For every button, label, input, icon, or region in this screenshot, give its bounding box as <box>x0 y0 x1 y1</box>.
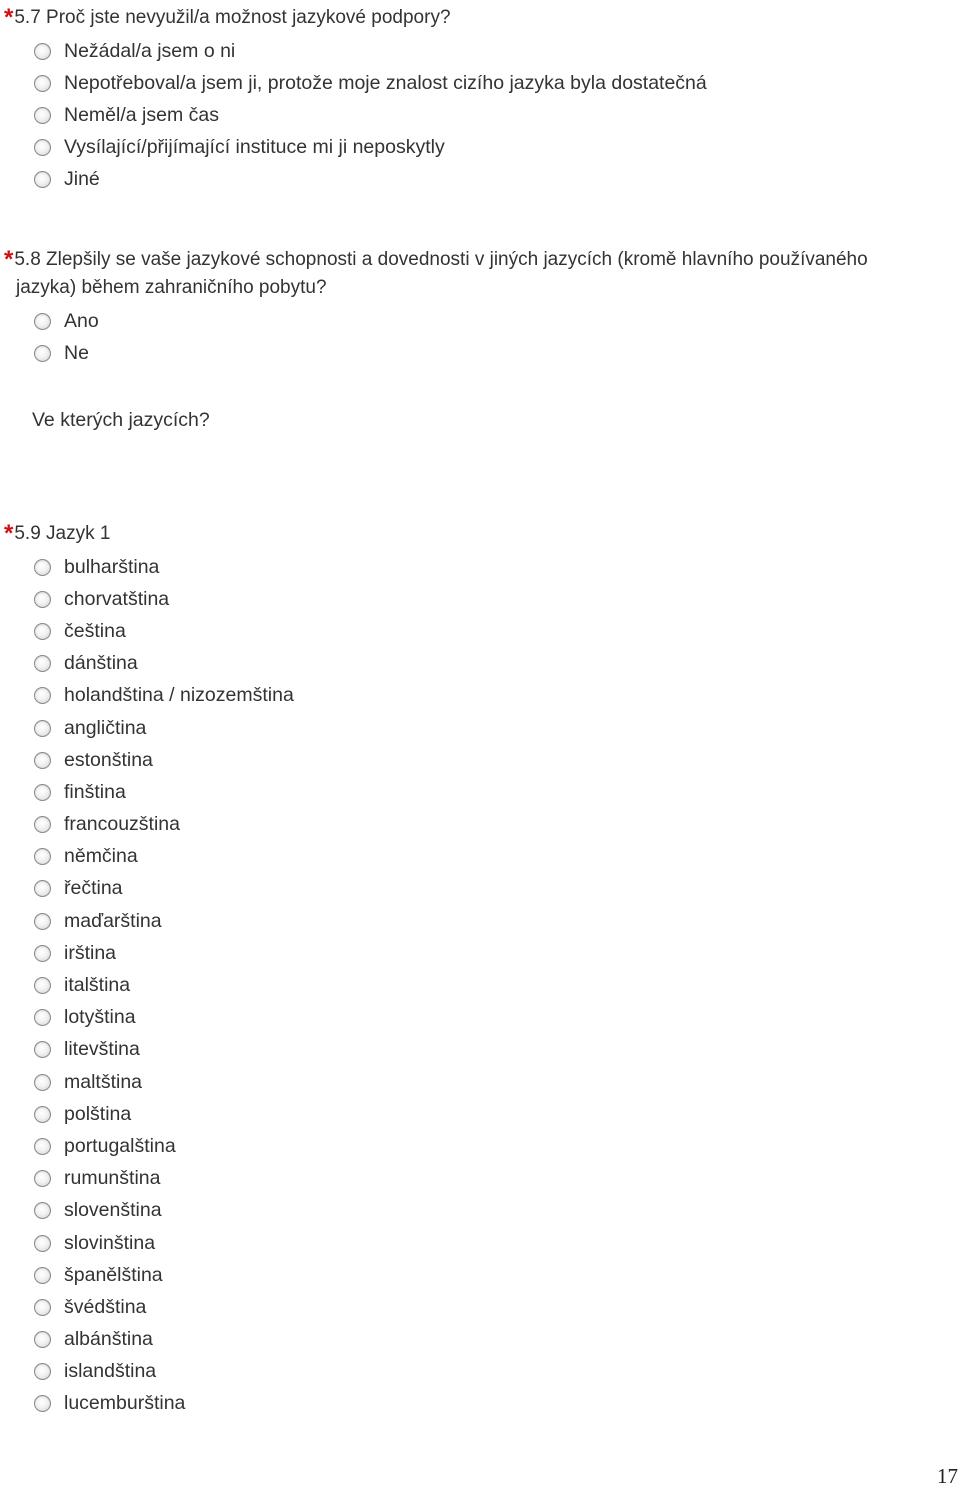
radio-button[interactable] <box>34 1331 51 1348</box>
radio-option[interactable] <box>0 164 950 196</box>
radio-button[interactable] <box>34 345 51 362</box>
radio-option-label[interactable]: Nepotřeboval/a jsem ji, protože moje znalost cizího jazyka byla dostatečná <box>64 71 707 94</box>
radio-button[interactable] <box>34 655 51 672</box>
radio-option[interactable] <box>0 1259 950 1291</box>
radio-option-label[interactable]: Ano <box>64 309 99 332</box>
radio-option[interactable] <box>0 648 950 680</box>
radio-option[interactable] <box>0 551 950 583</box>
radio-option[interactable] <box>0 1388 950 1420</box>
question-5-7 <box>0 4 950 196</box>
radio-option[interactable] <box>0 1130 950 1162</box>
radio-button[interactable] <box>34 139 51 156</box>
radio-button[interactable] <box>34 43 51 60</box>
radio-option-label[interactable]: litevština <box>64 1038 140 1061</box>
radio-button[interactable] <box>34 913 51 930</box>
radio-option-label[interactable]: čeština <box>64 619 126 642</box>
radio-option[interactable] <box>0 1066 950 1098</box>
radio-option[interactable] <box>0 1098 950 1130</box>
question-title <box>0 520 950 548</box>
radio-option-label[interactable]: angličtina <box>64 716 147 739</box>
radio-option-label[interactable]: rumunština <box>64 1167 161 1190</box>
radio-option-label[interactable]: řečtina <box>64 877 123 900</box>
radio-option-label[interactable]: italština <box>64 974 131 997</box>
radio-option[interactable] <box>0 1195 950 1227</box>
question-text: 5.8 Zlepšily se vaše jazykové schopnosti a dovednosti v jiných jazycích (kromě hlavního používaného jazyka) během zahraničního pobytu? <box>14 249 868 298</box>
radio-option-label[interactable]: němčina <box>64 845 138 868</box>
radio-option[interactable] <box>0 67 950 99</box>
radio-option-label[interactable]: španělština <box>64 1263 163 1286</box>
radio-option-label[interactable]: portugalština <box>64 1134 176 1157</box>
radio-option[interactable] <box>0 776 950 808</box>
radio-option-label[interactable]: chorvatština <box>64 587 170 610</box>
radio-option[interactable] <box>0 583 950 615</box>
radio-option-label[interactable]: islandština <box>64 1360 157 1383</box>
required-asterisk: * <box>4 4 14 31</box>
question-5-9 <box>0 520 950 1420</box>
radio-option-label[interactable]: Ne <box>64 341 89 364</box>
radio-option[interactable] <box>0 809 950 841</box>
radio-button[interactable] <box>34 1202 51 1219</box>
question-title <box>0 246 950 302</box>
radio-button[interactable] <box>34 75 51 92</box>
radio-option-label[interactable]: Nežádal/a jsem o ni <box>64 39 236 62</box>
radio-button[interactable] <box>34 1106 51 1123</box>
radio-option[interactable] <box>0 305 950 337</box>
question-title <box>0 4 950 32</box>
radio-option-label[interactable]: dánština <box>64 652 138 675</box>
radio-option-label[interactable]: albánština <box>64 1328 153 1351</box>
radio-button[interactable] <box>34 880 51 897</box>
radio-option-label[interactable]: Neměl/a jsem čas <box>64 103 219 126</box>
follow-up-prompt: Ve kterých jazycích? <box>32 409 210 431</box>
radio-option[interactable] <box>0 905 950 937</box>
radio-option-label[interactable]: finština <box>64 780 126 803</box>
radio-button[interactable] <box>34 171 51 188</box>
option-list <box>0 551 950 1420</box>
radio-option[interactable] <box>0 1034 950 1066</box>
radio-button[interactable] <box>34 1267 51 1284</box>
radio-option-label[interactable]: polština <box>64 1102 132 1125</box>
radio-button[interactable] <box>34 107 51 124</box>
radio-option[interactable] <box>0 712 950 744</box>
radio-option[interactable] <box>0 873 950 905</box>
radio-button[interactable] <box>34 1138 51 1155</box>
option-list <box>0 35 950 196</box>
radio-button[interactable] <box>34 1235 51 1252</box>
radio-button[interactable] <box>34 623 51 640</box>
radio-option[interactable] <box>0 680 950 712</box>
radio-button[interactable] <box>34 1170 51 1187</box>
radio-option[interactable] <box>0 841 950 873</box>
radio-option-label[interactable]: lucemburština <box>64 1392 186 1415</box>
radio-option-label[interactable]: lotyština <box>64 1006 136 1029</box>
radio-button[interactable] <box>34 313 51 330</box>
radio-option[interactable] <box>0 1291 950 1323</box>
radio-button[interactable] <box>34 1395 51 1412</box>
radio-button[interactable] <box>34 848 51 865</box>
radio-option-label[interactable]: estonština <box>64 748 153 771</box>
radio-button[interactable] <box>34 559 51 576</box>
option-list <box>0 305 950 369</box>
radio-button[interactable] <box>34 784 51 801</box>
radio-option[interactable] <box>0 744 950 776</box>
radio-option[interactable] <box>0 132 950 164</box>
radio-button[interactable] <box>34 1363 51 1380</box>
radio-button[interactable] <box>34 1009 51 1026</box>
radio-option[interactable] <box>0 1002 950 1034</box>
radio-option-label[interactable]: holandština / nizozemština <box>64 684 294 707</box>
radio-button[interactable] <box>34 1074 51 1091</box>
radio-option-label[interactable]: slovenština <box>64 1199 162 1222</box>
radio-option-label[interactable]: švédština <box>64 1295 147 1318</box>
radio-button[interactable] <box>34 977 51 994</box>
radio-button[interactable] <box>34 687 51 704</box>
radio-option-label[interactable]: slovinština <box>64 1231 156 1254</box>
radio-option[interactable] <box>0 1163 950 1195</box>
radio-button[interactable] <box>34 752 51 769</box>
radio-option-label[interactable]: maltština <box>64 1070 143 1093</box>
radio-option[interactable] <box>0 1356 950 1388</box>
radio-button[interactable] <box>34 1299 51 1316</box>
required-asterisk: * <box>4 246 14 273</box>
radio-button[interactable] <box>34 1041 51 1058</box>
radio-option-label[interactable]: maďarština <box>64 909 162 932</box>
page-number: 17 <box>937 1464 958 1488</box>
radio-option[interactable] <box>0 969 950 1001</box>
radio-button[interactable] <box>34 945 51 962</box>
radio-option-label[interactable]: Vysílající/přijímající instituce mi ji neposkytly <box>64 136 445 159</box>
radio-option[interactable] <box>0 1227 950 1259</box>
radio-option-label[interactable]: bulharština <box>64 555 160 578</box>
radio-option-label[interactable]: francouzština <box>64 813 180 836</box>
radio-option[interactable] <box>0 35 950 67</box>
question-text: 5.9 Jazyk 1 <box>14 523 111 544</box>
radio-option[interactable] <box>0 615 950 647</box>
radio-option[interactable] <box>0 937 950 969</box>
radio-option[interactable] <box>0 337 950 369</box>
question-text: 5.7 Proč jste nevyužil/a možnost jazykové podpory? <box>14 7 451 28</box>
required-asterisk: * <box>4 520 14 547</box>
radio-button[interactable] <box>34 720 51 737</box>
radio-button[interactable] <box>34 816 51 833</box>
question-5-8 <box>0 246 950 369</box>
radio-option[interactable] <box>0 99 950 131</box>
radio-button[interactable] <box>34 591 51 608</box>
radio-option-label[interactable]: irština <box>64 941 117 964</box>
radio-option[interactable] <box>0 1324 950 1356</box>
radio-option-label[interactable]: Jiné <box>64 168 100 191</box>
